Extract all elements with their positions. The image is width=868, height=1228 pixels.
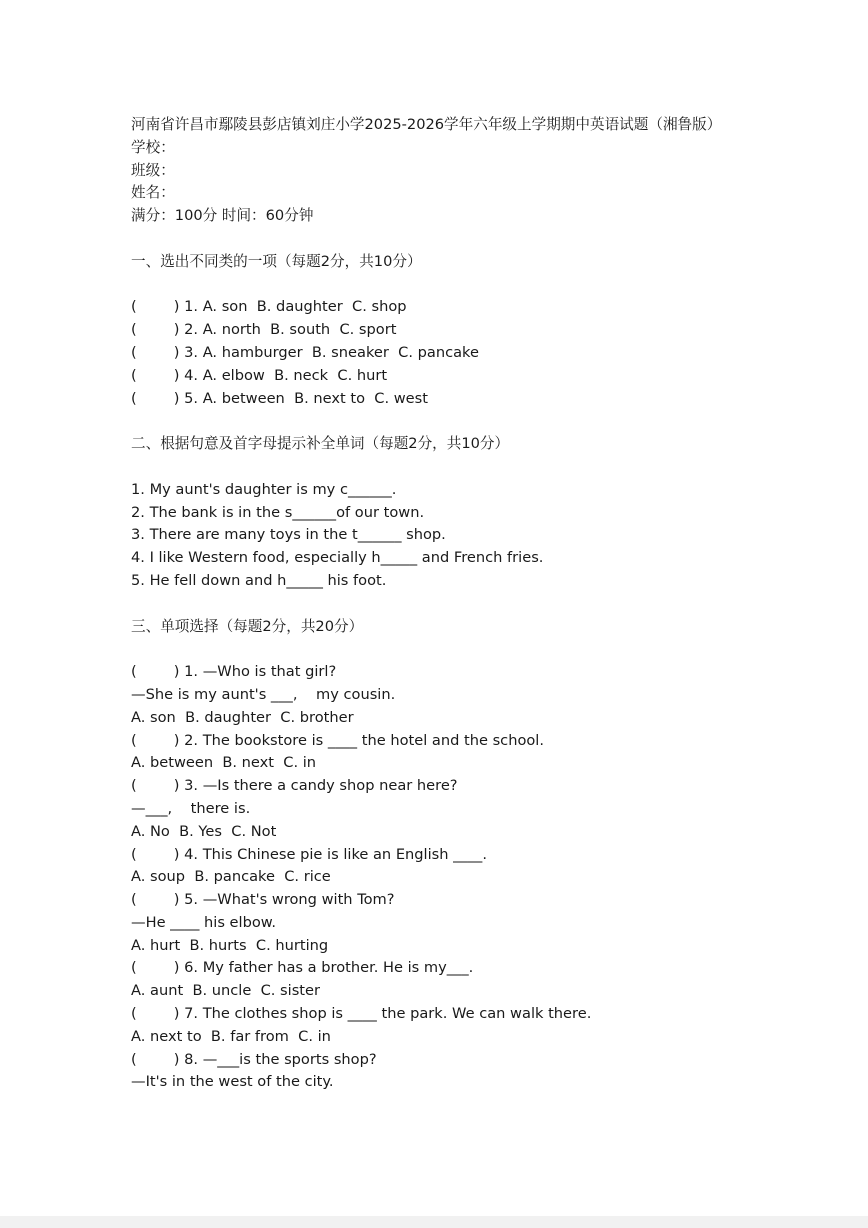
spacer (131, 638, 746, 661)
section2-list (131, 479, 746, 593)
document-content (131, 114, 746, 1094)
question-line: A. aunt B. uncle C. sister (131, 982, 320, 1000)
question-item: 1. My aunt's daughter is my c______. (131, 480, 397, 498)
question-line: A. hurt B. hurts C. hurting (131, 936, 329, 954)
question-line: —She is my aunt's ___, my cousin. (131, 685, 396, 703)
question-item: 4. I like Western food, especially h_____ and French fries. (131, 549, 544, 567)
question-item: 5. He fell down and h_____ his foot. (131, 571, 387, 589)
spacer (131, 274, 746, 297)
document-title: 河南省许昌市鄢陵县彭店镇刘庄小学2025-2026学年六年级上学期期中英语试题（湘鲁版） (131, 116, 722, 133)
question-line: —It's in the west of the city. (131, 1073, 334, 1091)
page-bottom-edge (0, 1216, 868, 1228)
spacer (131, 228, 746, 251)
question-line: —He ____ his elbow. (131, 913, 277, 931)
spacer (131, 456, 746, 479)
section3-heading: 三、单项选择（每题2分，共20分） (131, 617, 364, 635)
question-item: ( ) 1. A. son B. daughter C. shop (131, 298, 407, 316)
question-line: A. next to B. far from C. in (131, 1027, 331, 1045)
question-item: ( ) 3. A. hamburger B. sneaker C. pancake (131, 343, 479, 361)
question-item: ( ) 4. A. elbow B. neck C. hurt (131, 366, 388, 384)
question-line: —___, there is. (131, 799, 251, 817)
question-line: A. No B. Yes C. Not (131, 822, 277, 840)
question-line: ( ) 2. The bookstore is ____ the hotel and the school. (131, 731, 545, 749)
section3-list (131, 661, 746, 1094)
question-line: ( ) 7. The clothes shop is ____ the park. We can walk there. (131, 1005, 592, 1023)
spacer (131, 410, 746, 433)
spacer (131, 593, 746, 616)
question-line: ( ) 4. This Chinese pie is like an English ____. (131, 845, 487, 863)
section1-list (131, 296, 746, 410)
question-item: 2. The bank is in the s______of our town. (131, 503, 425, 521)
question-line: ( ) 6. My father has a brother. He is my___. (131, 959, 474, 977)
class-field: 班级： (131, 161, 175, 179)
question-line: ( ) 8. —___is the sports shop? (131, 1050, 377, 1068)
question-item: 3. There are many toys in the t______ shop. (131, 526, 446, 544)
question-line: ( ) 5. —What's wrong with Tom? (131, 891, 395, 909)
school-field: 学校： (131, 138, 175, 156)
question-line: A. soup B. pancake C. rice (131, 868, 331, 886)
name-field: 姓名： (131, 184, 175, 202)
question-line: ( ) 3. —Is there a candy shop near here? (131, 777, 458, 795)
question-line: A. between B. next C. in (131, 754, 317, 772)
section2-heading: 二、根据句意及首字母提示补全单词（每题2分，共10分） (131, 435, 510, 453)
question-item: ( ) 2. A. north B. south C. sport (131, 321, 397, 339)
question-line: A. son B. daughter C. brother (131, 708, 354, 726)
question-line: ( ) 1. —Who is that girl? (131, 663, 337, 681)
question-item: ( ) 5. A. between B. next to C. west (131, 389, 428, 407)
section1-heading: 一、选出不同类的一项（每题2分，共10分） (131, 252, 422, 270)
score-time-info: 满分：100分 时间：60分钟 (131, 207, 314, 225)
